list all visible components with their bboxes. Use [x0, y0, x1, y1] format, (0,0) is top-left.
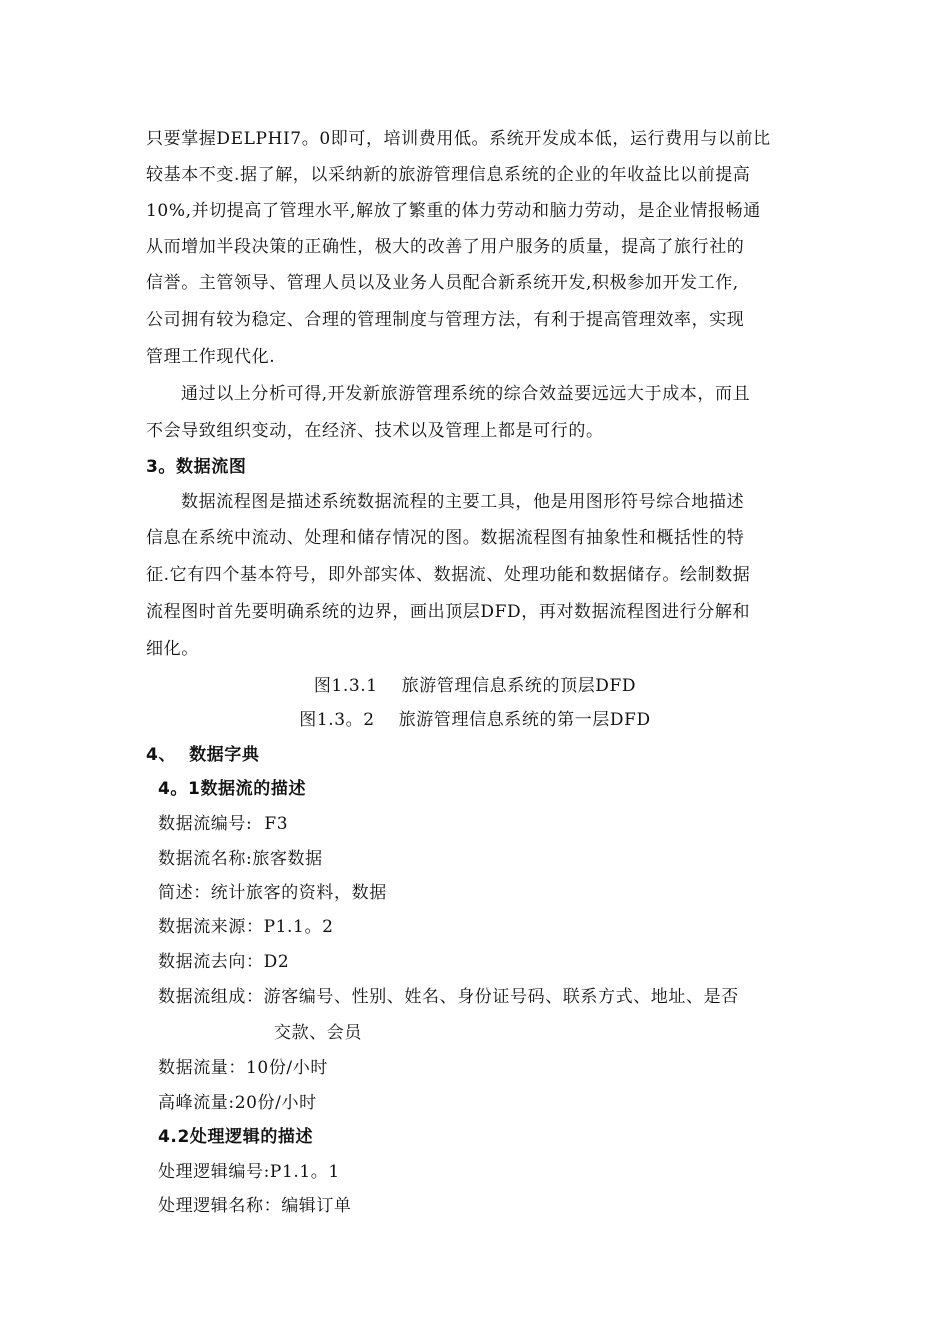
section-heading: 4、 数据字典	[146, 745, 260, 765]
dictionary-item: 简述：统计旅客的资料，数据	[158, 883, 387, 903]
dictionary-item: 数据流去向：D2	[158, 952, 290, 972]
paragraph-line: 流程图时首先要明确系统的边界，画出顶层DFD，再对数据流程图进行分解和	[146, 602, 751, 622]
section-heading: 3。数据流图	[146, 457, 247, 477]
dictionary-item: 处理逻辑名称：编辑订单	[158, 1196, 352, 1216]
figure-caption: 图1.3.1 旅游管理信息系统的顶层DFD	[313, 676, 637, 696]
paragraph-line: 公司拥有较为稳定、合理的管理制度与管理方法，有利于提高管理效率，实现	[146, 310, 745, 330]
dictionary-item: 数据流编号: F3	[158, 814, 289, 834]
dictionary-item: 数据流名称:旅客数据	[158, 849, 323, 869]
paragraph-line: 不会导致组织变动，在经济、技术以及管理上都是可行的。	[146, 421, 604, 441]
paragraph-line: 征.它有四个基本符号，即外部实体、数据流、处理功能和数据储存。绘制数据	[146, 565, 751, 585]
dictionary-item: 数据流来源：P1.1。2	[158, 917, 334, 937]
paragraph-line: 通过以上分析可得,开发新旅游管理系统的综合效益要远远大于成本，而且	[181, 384, 751, 404]
dictionary-item: 高峰流量:20份/小时	[158, 1093, 317, 1113]
paragraph-line: 只要掌握DELPHI7。0即可，培训费用低。系统开发成本低，运行费用与以前比	[146, 129, 771, 149]
dictionary-item: 数据流组成：游客编号、性别、姓名、身份证号码、联系方式、地址、是否	[158, 987, 739, 1007]
figure-caption: 图1.3。2 旅游管理信息系统的第一层DFD	[299, 710, 651, 730]
paragraph-line: 从而增加半段决策的正确性，极大的改善了用户服务的质量，提高了旅行社的	[146, 237, 745, 257]
dictionary-item: 数据流量：10份/小时	[158, 1058, 328, 1078]
paragraph-line: 数据流程图是描述系统数据流程的主要工具，他是用图形符号综合地描述	[181, 492, 745, 512]
paragraph-line: 信息在系统中流动、处理和储存情况的图。数据流程图有抽象性和概括性的特	[146, 528, 745, 548]
subsection-heading: 4.2处理逻辑的描述	[158, 1127, 314, 1147]
paragraph-line: 细化。	[146, 639, 199, 659]
dictionary-item: 处理逻辑编号:P1.1。1	[158, 1162, 340, 1182]
paragraph-line: 较基本不变.据了解，以采纳新的旅游管理信息系统的企业的年收益比以前提高	[146, 165, 751, 185]
paragraph-line: 信誉。主管领导、管理人员以及业务人员配合新系统开发,积极参加开发工作,	[146, 273, 739, 293]
dictionary-item: 交款、会员	[274, 1023, 362, 1043]
paragraph-line: 10%,并切提高了管理水平,解放了繁重的体力劳动和脑力劳动，是企业情报畅通	[146, 201, 761, 221]
paragraph-line: 管理工作现代化.	[146, 347, 276, 367]
subsection-heading: 4。1数据流的描述	[158, 779, 307, 799]
